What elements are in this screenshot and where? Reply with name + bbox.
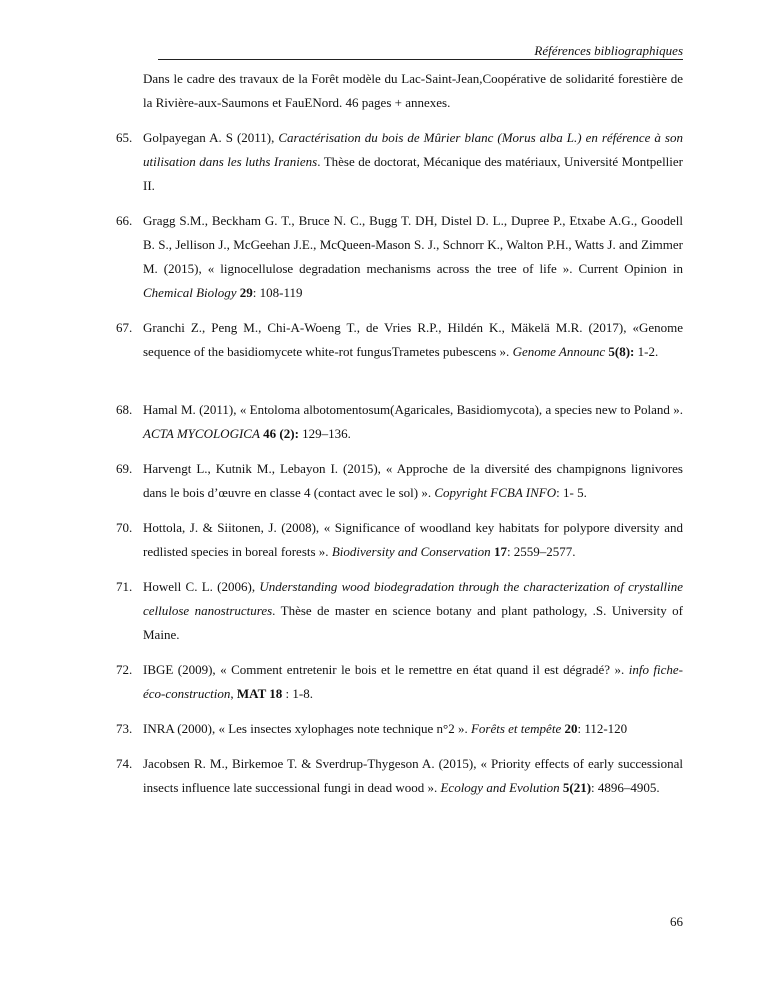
reference-segment: Howell C. L. (2006), [143,579,260,594]
reference-segment: Golpayegan A. S (2011), [143,130,279,145]
reference-segment: Gragg S.M., Beckham G. T., Bruce N. C., Bugg T. DH, Distel D. L., Dupree P., Etxabe A.G., Goodell B. S., Jellison J., McGeehan J.E., McQueen-Mason S. J., Schnorr K., Walton P.H., Watts J. and Zimmer M. (2015), « lignocellulose degradation mechanisms across the tree of life ». Current Opinion in [143,213,683,276]
reference-segment: : 4896–4905. [591,780,660,795]
reference-text [143,130,683,193]
reference-segment: Hamal M. (2011), « Entoloma albotomentosum(Agaricales, Basidiomycota), a species new to Poland ». [143,402,683,417]
reference-segment: . Thèse de master en science botany and plant pathology, .S. University of Maine. [143,603,683,642]
reference-number: 70. [116,520,133,535]
reference-segment: Hottola, J. & Siitonen, J. (2008), « Significance of woodland key habitats for polypore diversity and redlisted species in boreal forests ». [143,520,683,559]
reference-segment: : 1- 5. [556,485,587,500]
reference-text [143,662,683,701]
reference-segment: : 1-8. [282,686,313,701]
reference-text [143,756,683,795]
reference-bold-segment: MAT 18 [236,686,283,701]
reference-entries [116,126,683,800]
reference-number: 73. [116,721,133,736]
reference-segment: IBGE (2009), « Comment entretenir le bois et le remettre en état quand il est dégradé? ». [143,662,629,677]
reference-segment: : 108-119 [252,285,303,300]
reference-segment: . Thèse de doctorat, Mécanique des matériaux, Université Montpellier II. [143,154,684,193]
reference-item [116,752,683,800]
reference-segment: Harvengt L., Kutnik M., Lebayon I. (2015), « Approche de la diversité des champignons lignivores dans le bois d’œuvre en classe 4 (contact avec le sol) ». [143,461,683,500]
reference-segment: : 112-120 [577,721,628,736]
reference-segment: INRA (2000), « Les insectes xylophages note technique n°2 ». [143,721,471,736]
reference-italic-segment: Forêts et tempête [470,721,562,736]
reference-italic-segment: Ecology and Evolution [440,780,560,795]
reference-text [143,213,683,300]
reference-text [143,520,683,559]
reference-list [116,67,683,811]
reference-number: 66. [116,213,133,228]
reference-text [143,579,683,642]
reference-item [116,457,683,505]
reference-segment: Granchi Z., Peng M., Chi-A-Woeng T., de Vries R.P., Hildén K., Mäkelä M.R. (2017), «Genome sequence of the basidiomycete white-rot fungusTrametes pubescens ». [143,320,683,359]
reference-item [116,717,683,741]
reference-segment: 129–136. [298,426,351,441]
reference-number: 71. [116,579,133,594]
reference-text [143,320,683,359]
reference-item [116,209,683,305]
reference-number: 67. [116,320,133,335]
reference-text [143,461,683,500]
reference-segment: 1-2. [634,344,659,359]
reference-segment: : 2559–2577. [506,544,576,559]
reference-bold-segment: 46 (2): [263,426,299,441]
reference-continuation [116,67,683,115]
reference-italic-segment: Caractérisation du bois de Mûrier blanc (Morus alba L.) en référence à son utilisation dans les luths Iraniens [143,130,683,169]
reference-italic-segment: Biodiversity and Conservation [331,544,491,559]
reference-italic-segment: Copyright FCBA INFO [434,485,557,500]
reference-italic-segment: Chemical Biology [143,285,237,300]
reference-number: 68. [116,402,133,417]
reference-segment: , [230,686,237,701]
reference-bold-segment: 5(8): [608,344,635,359]
running-header [158,43,683,60]
reference-italic-segment: ACTA MYCOLOGICA [143,426,260,441]
reference-continuation-text: Dans le cadre des travaux de la Forêt modèle du Lac-Saint-Jean,Coopérative de solidarité forestière de la Rivière-aux-Saumons et FauENord. 46 pages + annexes. [143,71,683,110]
reference-italic-segment: Genome Announc [512,344,606,359]
reference-italic-segment: Understanding wood biodegradation through the characterization of crystalline cellulose nanostructures [143,579,684,618]
reference-item [116,316,683,364]
reference-number: 72. [116,662,133,677]
reference-number: 74. [116,756,133,771]
reference-bold-segment: 5(21) [562,780,592,795]
reference-item [116,658,683,706]
reference-bold-segment: 20 [564,721,578,736]
reference-bold-segment: 29 [239,285,253,300]
reference-segment: Jacobsen R. M., Birkemoe T. & Sverdrup-Thygeson A. (2015), « Priority effects of early successional insects influence late successional fungi in dead wood ». [143,756,683,795]
reference-text [143,402,683,441]
page-number: 66 [670,914,683,929]
reference-item [116,398,683,446]
reference-bold-segment: 17 [493,544,507,559]
reference-italic-segment: info fiche-éco-construction [143,662,683,701]
reference-item [116,516,683,564]
reference-number: 65. [116,130,133,145]
reference-item [116,126,683,198]
running-header-title: Références bibliographiques [534,43,683,58]
reference-item [116,575,683,647]
reference-number: 69. [116,461,133,476]
reference-text [143,721,627,736]
